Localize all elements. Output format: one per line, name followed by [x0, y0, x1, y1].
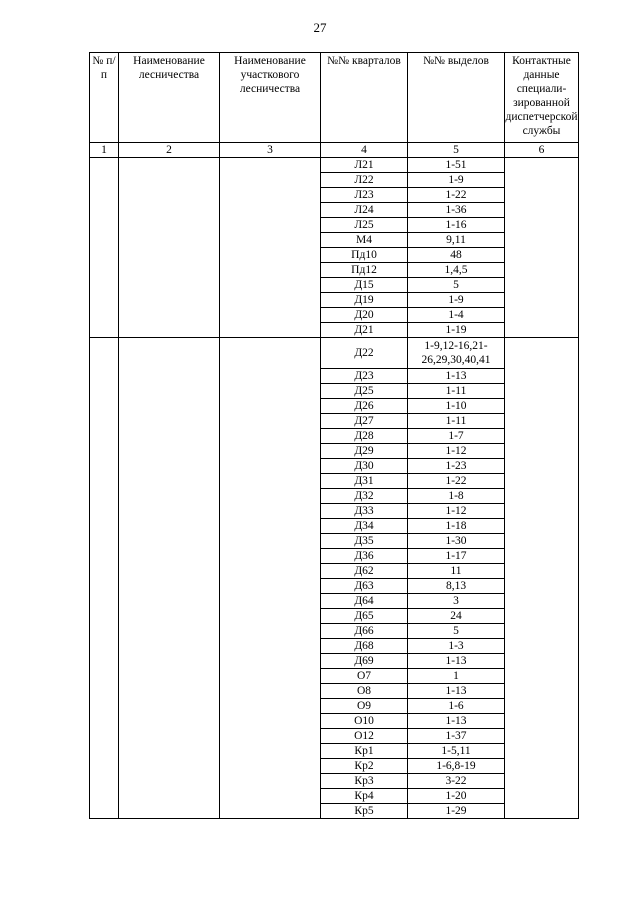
table-row — [90, 158, 579, 173]
vydel-cell: 1-20 — [408, 789, 505, 804]
column-number: 5 — [408, 143, 505, 158]
vydel-cell: 1-6,8-19 — [408, 759, 505, 774]
header-cell: Наименование участкового лесничества — [220, 53, 321, 143]
vydel-cell: 1-13 — [408, 369, 505, 384]
vydel-cell: 1-18 — [408, 519, 505, 534]
vydel-cell: 1-30 — [408, 534, 505, 549]
column-number: 1 — [90, 143, 119, 158]
vydel-cell: 1-19 — [408, 323, 505, 338]
kvartal-cell: Л22 — [321, 173, 408, 188]
vydel-cell: 1-36 — [408, 203, 505, 218]
kvartal-cell: Д25 — [321, 384, 408, 399]
kvartal-cell: Д36 — [321, 549, 408, 564]
kvartal-cell: Д62 — [321, 564, 408, 579]
header-row — [90, 53, 579, 143]
header-cell: № п/п — [90, 53, 119, 143]
vydel-cell: 48 — [408, 248, 505, 263]
kvartal-cell: О10 — [321, 714, 408, 729]
kvartal-cell: Кр4 — [321, 789, 408, 804]
kvartal-cell: Д34 — [321, 519, 408, 534]
kvartal-cell: Д21 — [321, 323, 408, 338]
vydel-cell: 3 — [408, 594, 505, 609]
vydel-cell: 5 — [408, 278, 505, 293]
kvartal-cell: Д69 — [321, 654, 408, 669]
kvartal-cell: Д26 — [321, 399, 408, 414]
kvartal-cell: Д65 — [321, 609, 408, 624]
vydel-cell: 1-9,12-16,21-26,29,30,40,41 — [408, 338, 505, 369]
kvartal-cell: Пд10 — [321, 248, 408, 263]
vydel-cell: 24 — [408, 609, 505, 624]
kvartal-cell: О8 — [321, 684, 408, 699]
column-number: 6 — [505, 143, 579, 158]
vydel-cell: 1-17 — [408, 549, 505, 564]
kvartal-cell: Д27 — [321, 414, 408, 429]
vydel-cell: 1-9 — [408, 173, 505, 188]
vydel-cell: 1,4,5 — [408, 263, 505, 278]
vydel-cell: 1-8 — [408, 489, 505, 504]
kvartal-cell: Л25 — [321, 218, 408, 233]
vydel-cell: 1-9 — [408, 293, 505, 308]
kvartal-cell: Л21 — [321, 158, 408, 173]
vydel-cell: 1-13 — [408, 654, 505, 669]
vydel-cell: 1 — [408, 669, 505, 684]
header-cell: №№ выделов — [408, 53, 505, 143]
kvartal-cell: Д19 — [321, 293, 408, 308]
forestry-name-cell — [119, 338, 220, 819]
vydel-cell: 11 — [408, 564, 505, 579]
vydel-cell: 1-10 — [408, 399, 505, 414]
vydel-cell: 8,13 — [408, 579, 505, 594]
kvartal-cell: Д15 — [321, 278, 408, 293]
vydel-cell: 1-37 — [408, 729, 505, 744]
vydel-cell: 1-51 — [408, 158, 505, 173]
kvartal-cell: Д20 — [321, 308, 408, 323]
kvartal-cell: О12 — [321, 729, 408, 744]
vydel-cell: 1-11 — [408, 384, 505, 399]
kvartal-cell: Кр1 — [321, 744, 408, 759]
column-number: 3 — [220, 143, 321, 158]
district-name-cell — [220, 338, 321, 819]
kvartal-cell: Д32 — [321, 489, 408, 504]
kvartal-cell: Д22 — [321, 338, 408, 369]
row-number-cell — [90, 158, 119, 338]
kvartal-cell: О9 — [321, 699, 408, 714]
vydel-cell: 1-4 — [408, 308, 505, 323]
kvartal-cell: Д30 — [321, 459, 408, 474]
vydel-cell: 1-6 — [408, 699, 505, 714]
kvartal-cell: Д28 — [321, 429, 408, 444]
vydel-cell: 1-23 — [408, 459, 505, 474]
kvartal-cell: Кр3 — [321, 774, 408, 789]
kvartal-cell: Д35 — [321, 534, 408, 549]
kvartal-cell: Д33 — [321, 504, 408, 519]
kvartal-cell: Д64 — [321, 594, 408, 609]
kvartal-cell: Л24 — [321, 203, 408, 218]
district-name-cell — [220, 158, 321, 338]
kvartal-cell: Кр2 — [321, 759, 408, 774]
contact-cell — [505, 158, 579, 338]
vydel-cell: 5 — [408, 624, 505, 639]
row-number-cell — [90, 338, 119, 819]
header-cell: Наименование лесничества — [119, 53, 220, 143]
kvartal-cell: М4 — [321, 233, 408, 248]
kvartal-cell: Д31 — [321, 474, 408, 489]
vydel-cell: 3-22 — [408, 774, 505, 789]
kvartal-cell: О7 — [321, 669, 408, 684]
column-number: 2 — [119, 143, 220, 158]
kvartal-cell: Д66 — [321, 624, 408, 639]
kvartal-cell: Л23 — [321, 188, 408, 203]
vydel-cell: 1-13 — [408, 684, 505, 699]
table-row — [90, 338, 579, 369]
vydel-cell: 1-7 — [408, 429, 505, 444]
contact-cell — [505, 338, 579, 819]
vydel-cell: 1-11 — [408, 414, 505, 429]
vydel-cell: 1-12 — [408, 504, 505, 519]
vydel-cell: 1-29 — [408, 804, 505, 819]
table-body — [90, 158, 579, 819]
vydel-cell: 1-22 — [408, 188, 505, 203]
vydel-cell: 1-22 — [408, 474, 505, 489]
header-cell: №№ кварталов — [321, 53, 408, 143]
kvartal-cell: Д63 — [321, 579, 408, 594]
forestry-name-cell — [119, 158, 220, 338]
kvartal-cell: Д23 — [321, 369, 408, 384]
header-cell: Контактные данные специали-зированной диспетчерской службы — [505, 53, 579, 143]
page-number: 27 — [313, 20, 327, 35]
column-number-row — [90, 143, 579, 158]
kvartal-cell: Пд12 — [321, 263, 408, 278]
vydel-cell: 1-5,11 — [408, 744, 505, 759]
kvartal-cell: Д68 — [321, 639, 408, 654]
vydel-cell: 1-3 — [408, 639, 505, 654]
vydel-cell: 1-12 — [408, 444, 505, 459]
vydel-cell: 1-13 — [408, 714, 505, 729]
kvartal-cell: Д29 — [321, 444, 408, 459]
forestry-table — [89, 52, 579, 819]
vydel-cell: 9,11 — [408, 233, 505, 248]
kvartal-cell: Кр5 — [321, 804, 408, 819]
column-number: 4 — [321, 143, 408, 158]
vydel-cell: 1-16 — [408, 218, 505, 233]
